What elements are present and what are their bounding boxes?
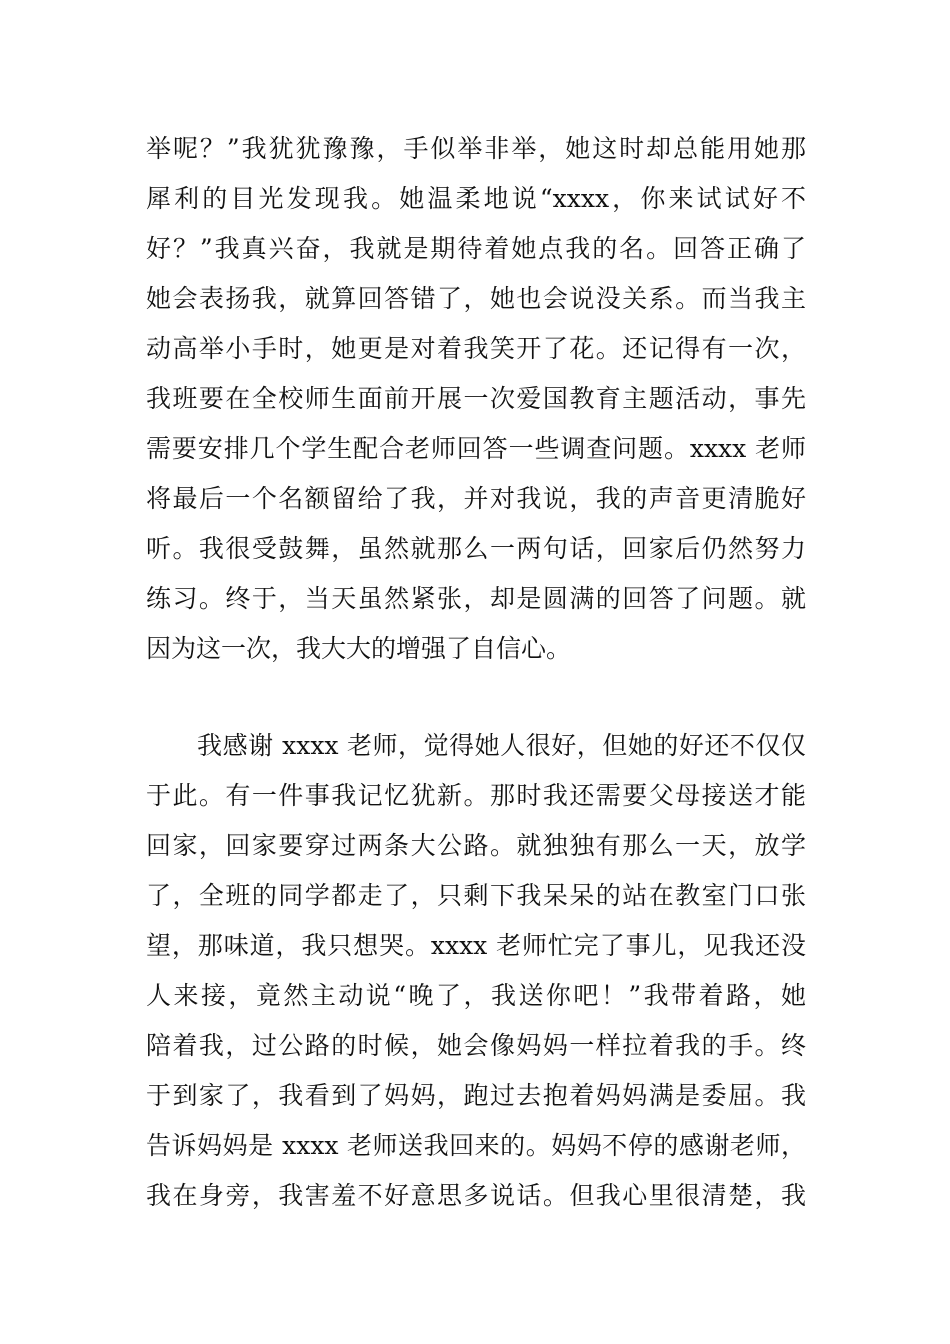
text-line: 因为这一次，我大大的增强了自信心。 xyxy=(146,634,572,663)
text-line: 听。我很受鼓舞，虽然就那么一两句话，回家后仍然努力 xyxy=(146,534,806,563)
text-line: 举呢？”我犹犹豫豫，手似举非举，她这时却总能用她那 xyxy=(146,134,806,163)
text-line: 练习。终于，当天虽然紧张，却是圆满的回答了问题。就 xyxy=(146,584,806,613)
text-line: 人来接，竟然主动说“晚了，我送你吧！”我带着路，她 xyxy=(146,981,806,1010)
paragraph-1 xyxy=(146,124,806,674)
text-line: 告诉妈妈是 xxxx 老师送我回来的。妈妈不停的感谢老师， xyxy=(146,1131,806,1160)
text-line: 回家，回家要穿过两条大公路。就独独有那么一天，放学 xyxy=(146,831,806,860)
text-line: 需要安排几个学生配合老师回答一些调查问题。xxxx 老师 xyxy=(146,434,806,463)
text-line: 动高举小手时，她更是对着我笑开了花。还记得有一次， xyxy=(146,334,806,363)
text-line: 好？”我真兴奋，我就是期待着她点我的名。回答正确了 xyxy=(146,234,806,263)
text-line: 望，那味道，我只想哭。xxxx 老师忙完了事儿，见我还没 xyxy=(146,931,806,960)
text-line: 了，全班的同学都走了，只剩下我呆呆的站在教室门口张 xyxy=(146,881,806,910)
text-line: 她会表扬我，就算回答错了，她也会说没关系。而当我主 xyxy=(146,284,806,313)
text-line: 于此。有一件事我记忆犹新。那时我还需要父母接送才能 xyxy=(146,781,806,810)
text-line: 犀利的目光发现我。她温柔地说“xxxx，你来试试好不 xyxy=(146,184,806,213)
text-line: 我班要在全校师生面前开展一次爱国教育主题活动，事先 xyxy=(146,384,806,413)
text-line: 我在身旁，我害羞不好意思多说话。但我心里很清楚，我 xyxy=(146,1181,806,1210)
text-line: 陪着我，过公路的时候，她会像妈妈一样拉着我的手。终 xyxy=(146,1031,806,1060)
text-line: 于到家了，我看到了妈妈，跑过去抱着妈妈满是委屈。我 xyxy=(146,1081,806,1110)
text-line: 我感谢 xxxx 老师，觉得她人很好，但她的好还不仅仅 xyxy=(146,731,806,760)
text-line: 将最后一个名额留给了我，并对我说，我的声音更清脆好 xyxy=(146,484,806,513)
paragraph-2 xyxy=(146,721,806,1221)
